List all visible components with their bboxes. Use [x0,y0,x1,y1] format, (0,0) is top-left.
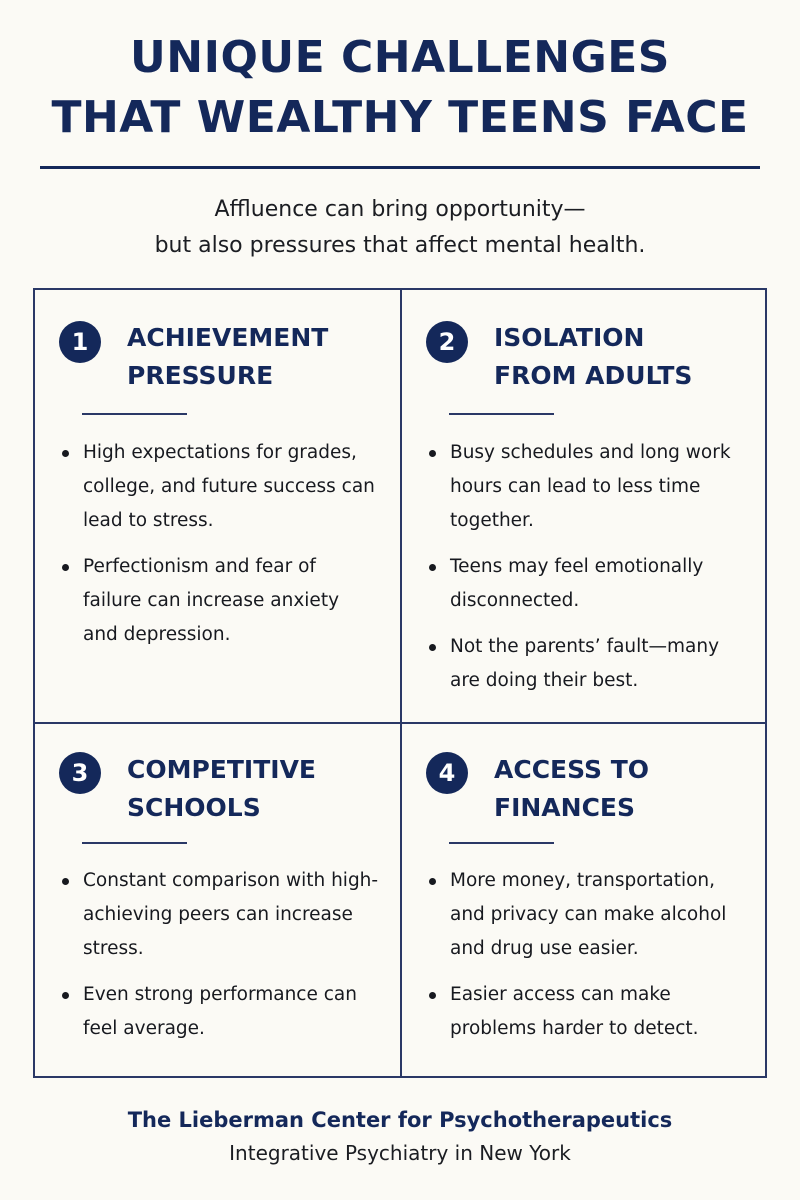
number-badge-1: 1 [59,321,101,363]
card-bullet-list [59,864,379,1058]
card-heading-line-1: ISOLATION [494,323,645,352]
card-heading [494,751,649,827]
challenge-card-isolation-from-adults [402,290,767,722]
card-heading [127,319,328,395]
bullet-item: Perfectionism and fear of failure can increase anxiety and depression. [59,550,379,652]
card-heading-line-2: SCHOOLS [127,793,261,822]
bullet-item: Constant comparison with high-achieving peers can increase stress. [59,864,379,966]
card-heading-underline [82,413,187,415]
card-bullet-list [426,864,746,1058]
card-heading-underline [82,842,187,844]
footer-organization: The Lieberman Center for Psychotherapeutics [127,1108,673,1132]
bullet-item: Even strong performance can feel average. [59,978,379,1046]
number-badge-3: 3 [59,752,101,794]
bullet-item: More money, transportation, and privacy can make alcohol and drug use easier. [426,864,746,966]
card-heading-line-1: COMPETITIVE [127,755,317,784]
card-heading [494,319,692,395]
page-title [0,28,800,148]
card-heading-line-2: FROM ADULTS [494,361,693,390]
card-heading-line-1: ACHIEVEMENT [127,323,329,352]
title-divider [40,166,760,169]
number-badge-4: 4 [426,752,468,794]
card-heading-line-1: ACCESS TO [494,755,650,784]
page-title-line-1: UNIQUE CHALLENGES [130,32,670,83]
subtitle-line-2: but also pressures that affect mental health. [154,233,646,258]
page-title-line-2: THAT WEALTHY TEENS FACE [51,92,749,143]
number-badge-2: 2 [426,321,468,363]
subtitle [0,192,800,264]
card-bullet-list [426,436,746,710]
card-heading-line-2: FINANCES [494,793,636,822]
bullet-item: High expectations for grades, college, and future success can lead to stress. [59,436,379,538]
card-heading-line-2: PRESSURE [127,361,274,390]
bullet-item: Busy schedules and long work hours can lead to less time together. [426,436,746,538]
challenge-card-competitive-schools [35,724,400,1076]
card-bullet-list [59,436,379,664]
bullet-item: Easier access can make problems harder to detect. [426,978,746,1046]
bullet-item: Not the parents’ fault—many are doing their best. [426,630,746,698]
challenge-card-access-to-finances [402,724,767,1076]
subtitle-line-1: Affluence can bring opportunity— [214,197,586,222]
footer-tagline: Integrative Psychiatry in New York [229,1141,571,1165]
challenge-card-achievement-pressure [35,290,400,722]
bullet-item: Teens may feel emotionally disconnected. [426,550,746,618]
card-heading-underline [449,413,554,415]
card-heading [127,751,316,827]
card-heading-underline [449,842,554,844]
challenges-grid [33,288,767,1078]
